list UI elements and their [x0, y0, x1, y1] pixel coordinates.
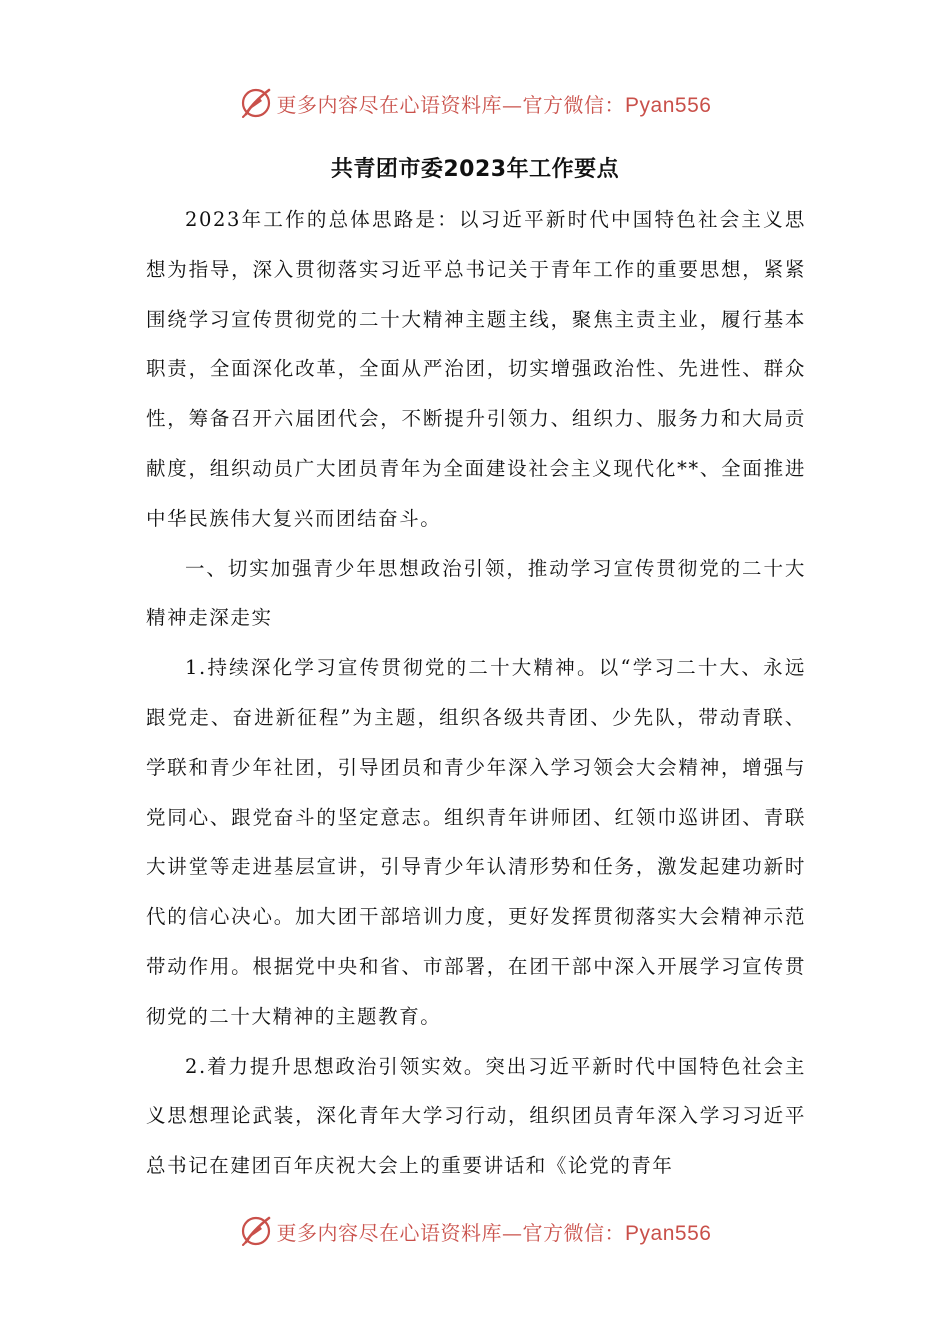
watermark-banner-bottom [0, 1211, 950, 1251]
watermark-text [277, 1217, 712, 1246]
section-heading-1: 一、切实加强青少年思想政治引领，推动学习宣传贯彻党的二十大精神走深走实 [146, 556, 806, 630]
document-body [146, 195, 806, 1191]
paragraph-item-2: 2.着力提升思想政治引领实效。突出习近平新时代中国特色社会主义思想理论武装，深化青年大学习行动，组织团员青年深入学习习近平总书记在建团百年庆祝大会上的重要讲话和《论党的青年 [146, 1054, 806, 1178]
quill-logo-icon [239, 1214, 273, 1248]
paragraph-item-1: 1.持续深化学习宣传贯彻党的二十大精神。以“学习二十大、永远跟党走、奋进新征程”为主题，组织各级共青团、少先队，带动青联、学联和青少年社团，引导团员和青少年深入学习领会大会精神，增强与党同心、跟党奋斗的坚定意志。组织青年讲师团、红领巾巡讲团、青联大讲堂等走进基层宣讲，引导青少年认清形势和任务，激发起建功新时代的信心决心。加大团干部培训力度，更好发挥贯彻落实大会精神示范带动作用。根据党中央和省、市部署，在团干部中深入开展学习宣传贯彻党的二十大精神的主题教育。 [146, 656, 806, 1028]
watermark-banner-top [0, 83, 950, 123]
watermark-text-cn: 更多内容尽在心语资料库—官方微信： [276, 92, 626, 117]
quill-logo-icon [239, 86, 273, 120]
watermark-wechat-id: Pyan556 [625, 1221, 712, 1245]
document-title: 共青团市委2023年工作要点 [330, 157, 620, 182]
watermark-wechat-id: Pyan556 [625, 93, 712, 117]
watermark-text [277, 89, 712, 118]
watermark-text-cn: 更多内容尽在心语资料库—官方微信： [276, 1220, 626, 1245]
paragraph-overall-approach: 2023年工作的总体思路是：以习近平新时代中国特色社会主义思想为指导，深入贯彻落实习近平总书记关于青年工作的重要思想，紧紧围绕学习宣传贯彻党的二十大精神主题主线，聚焦主责主业，履行基本职责，全面深化改革，全面从严治团，切实增强政治性、先进性、群众性，筹备召开六届团代会，不断提升引领力、组织力、服务力和大局贡献度，组织动员广大团员青年为全面建设社会主义现代化**、全面推进中华民族伟大复兴而团结奋斗。 [146, 208, 806, 530]
